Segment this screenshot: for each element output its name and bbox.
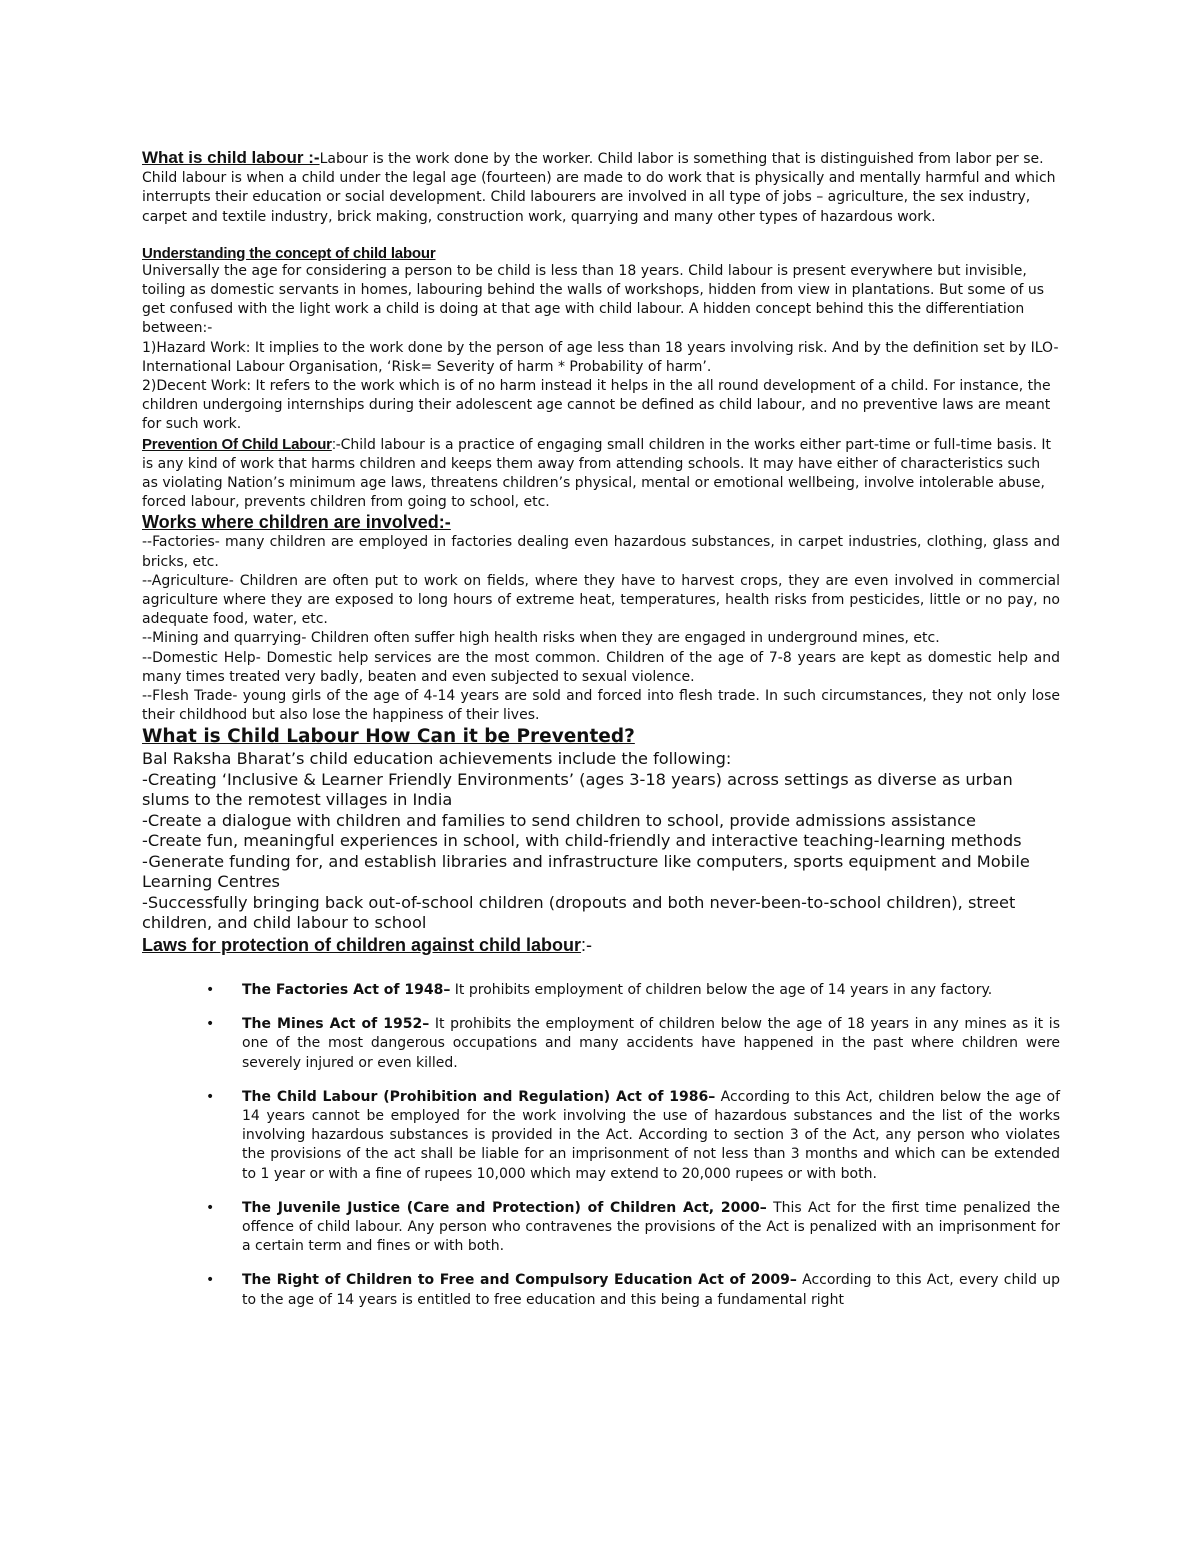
balraksha-item-dialogue: -Create a dialogue with children and families to send children to school, provide admissions assistance	[142, 810, 976, 830]
works-heading: Works where children are involved:-	[142, 512, 451, 533]
law-title: The Child Labour (Prohibition and Regulation) Act of 1986–	[242, 1088, 716, 1105]
balraksha-heading: What is Child Labour How Can it be Prevented?	[142, 726, 635, 748]
works-item-mining: --Mining and quarrying- Children often suffer high health risks when they are engaged in underground mines, etc.	[142, 630, 940, 647]
law-title: The Right of Children to Free and Compulsory Education Act of 2009–	[242, 1272, 797, 1289]
concept-heading: Understanding the concept of child labour	[142, 244, 436, 262]
law-item-juvenile-justice-act	[142, 1199, 1060, 1257]
works-item-agriculture: --Agriculture- Children are often put to work on fields, where they have to harvest crops, they are even involved in commercial agriculture where they are exposed to long hours of extreme heat, temperatures, health risks from pesticides, little or no pay, no adequate food, water, etc.	[142, 572, 1060, 628]
law-text: It prohibits the employment of children below the age of 18 years in any mines as it is one of the most dangerous occupations and many accidents have happened in the past where children were severely injured or even killed.	[242, 1016, 1060, 1071]
intro-heading: What is child labour :-	[142, 148, 320, 167]
balraksha-item-bring-back: -Successfully bringing back out-of-school children (dropouts and both never-been-to-school children), street children, and child labour to school	[142, 892, 1016, 933]
prevention-text: Child labour is a practice of engaging small children in the works either part-time or full-time basis. It is any kind of work that harms children and keeps them away from attending schools. It may have either of characteristics such as violating Nation’s minimum age laws, threatens children’s physical, mental or emotional wellbeing, involve intolerable abuse, forced labour, prevents children from going to school, etc.	[142, 436, 1052, 511]
balraksha-item-funding: -Generate funding for, and establish libraries and infrastructure like computers, sports equipment and Mobile Learning Centres	[142, 851, 1030, 892]
works-item-flesh-trade: --Flesh Trade- young girls of the age of 4-14 years are sold and forced into flesh trade. In such circumstances, they not only lose their childhood but also lose the happiness of their lives.	[142, 688, 1060, 724]
balraksha-item-inclusive: -Creating ‘Inclusive & Learner Friendly Environments’ (ages 3-18 years) across settings as diverse as urban slums to the remotest villages in India	[142, 769, 1013, 810]
decent-work-paragraph: 2)Decent Work: It refers to the work which is of no harm instead it helps in the all round development of a child. For instance, the children undergoing internships during their adolescent age cannot be defined as child labour, and no preventive laws are meant for such work.	[142, 378, 1051, 433]
works-item-factories: --Factories- many children are employed in factories dealing even hazardous substances, in carpet industries, clothing, glass and bricks, etc.	[142, 534, 1060, 570]
intro-text: Labour is the work done by the worker. Child labor is something that is distinguished from labor per se. Child labour is when a child under the legal age (fourteen) are made to do work that is physically and mentally harmful and which interrupts their education or social development. Child labourers are involved in all type of jobs – agriculture, the sex industry, carpet and textile industry, brick making, construction work, quarrying and many other types of hazardous work.	[142, 151, 1056, 225]
balraksha-block	[142, 749, 1060, 934]
intro-paragraph	[142, 148, 1060, 227]
bullet-icon: •	[206, 1088, 215, 1105]
law-item-mines-act	[142, 1015, 1060, 1073]
law-title: The Juvenile Justice (Care and Protection) of Children Act, 2000–	[242, 1199, 767, 1216]
law-text: According to this Act, children below the age of 14 years cannot be employed for the work involving the use of hazardous substances and the list of the works involving hazardous substances is provided in the Act. According to section 3 of the Act, any person who violates the provisions of the act shall be liable for an imprisonment of not less than 3 months and which can be extended to 1 year or with a fine of rupees 10,000 which may extend to 20,000 rupees or with both.	[242, 1088, 1060, 1182]
bullet-icon: •	[206, 981, 215, 998]
law-text: According to this Act, every child up to the age of 14 years is entitled to free education and this being a fundamental right	[242, 1272, 1060, 1308]
document-page	[142, 148, 1060, 1325]
prevention-heading: Prevention Of Child Labour	[142, 435, 332, 453]
law-title: The Factories Act of 1948–	[242, 981, 451, 998]
laws-heading-line	[142, 934, 1060, 957]
prevention-heading-suffix: :-	[331, 435, 341, 453]
law-title: The Mines Act of 1952–	[242, 1016, 430, 1033]
spacer	[142, 227, 1060, 245]
law-text: It prohibits employment of children below the age of 14 years in any factory.	[450, 981, 993, 998]
laws-list	[142, 981, 1060, 1310]
works-list	[142, 533, 1060, 725]
spacer	[142, 957, 1060, 981]
hazard-work-paragraph: 1)Hazard Work: It implies to the work done by the person of age less than 18 years involving risk. And by the definition set by ILO- International Labour Organisation, ‘Risk= Severity of harm * Probability of harm’.	[142, 339, 1059, 375]
law-text: This Act for the first time penalized the offence of child labour. Any person who contravenes the provisions of the Act is penalized with an imprisonment for a certain term and fines or with both.	[242, 1199, 1060, 1255]
bullet-icon: •	[206, 1199, 215, 1216]
bullet-icon: •	[206, 1016, 215, 1033]
works-item-domestic: --Domestic Help- Domestic help services are the most common. Children of the age of 7-8 years are kept as domestic help and many times treated very badly, beaten and even subjected to sexual violence.	[142, 649, 1060, 685]
law-item-child-labour-act	[142, 1088, 1060, 1184]
laws-heading-suffix: :-	[581, 934, 593, 955]
law-item-factories-act	[142, 981, 1060, 1000]
laws-heading: Laws for protection of children against child labour	[142, 934, 582, 955]
prevention-paragraph	[142, 435, 1060, 513]
balraksha-item-fun: -Create fun, meaningful experiences in school, with child-friendly and interactive teaching-learning methods	[142, 831, 1022, 851]
balraksha-intro: Bal Raksha Bharat’s child education achievements include the following:	[142, 749, 732, 769]
law-item-rte-act	[142, 1271, 1060, 1309]
concept-paragraph: Universally the age for considering a person to be child is less than 18 years. Child labour is present everywhere but invisible, toiling as domestic servants in homes, labouring behind the walls of workshops, hidden from view in plantations. But some of us get confused with the light work a child is doing at that age with child labour. A hidden concept behind this the differentiation between:-	[142, 262, 1045, 337]
bullet-icon: •	[206, 1272, 215, 1289]
